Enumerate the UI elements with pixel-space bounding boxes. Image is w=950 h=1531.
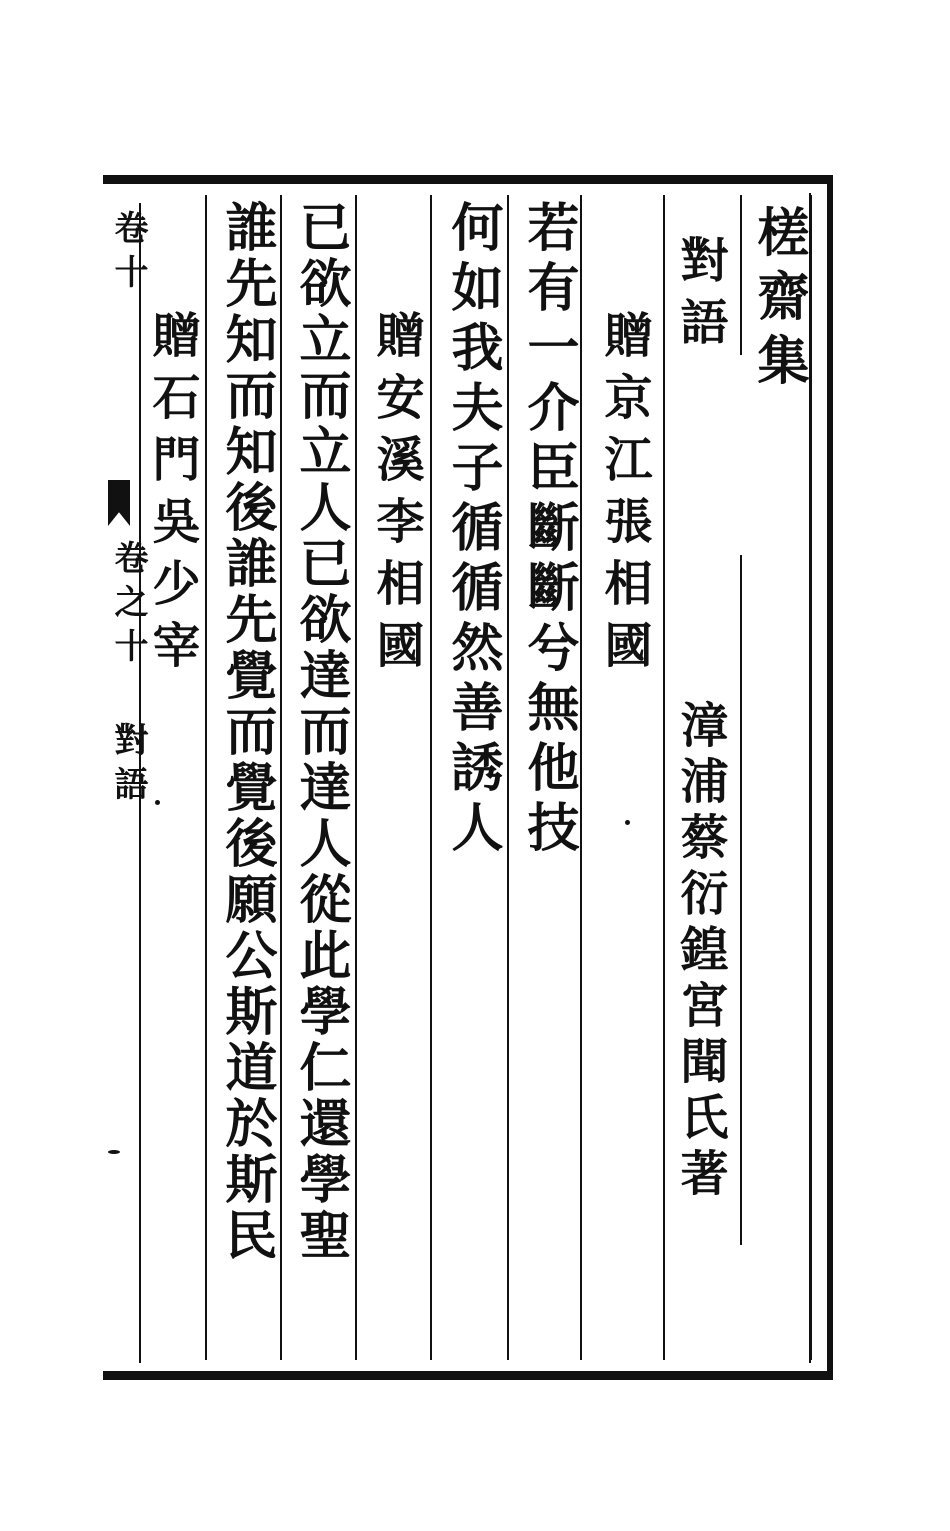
poem-heading: 贈京江張相國 xyxy=(596,310,652,682)
poem-heading: 贈石門吳少宰 xyxy=(144,310,200,682)
poem-line: 誰先知而知後誰先覺而覺後願公斯道於斯民 xyxy=(216,200,277,1264)
column-rule xyxy=(663,195,665,1360)
column-rule xyxy=(740,555,742,1245)
poem-line: 何如我夫子循循然善誘人 xyxy=(442,200,503,860)
section-title: 對語 xyxy=(672,235,728,359)
book-title: 槎齋集 xyxy=(748,205,809,397)
column-rule xyxy=(810,195,812,1360)
column-rule xyxy=(355,195,357,1360)
column-rule xyxy=(280,195,282,1360)
author-line: 漳浦蔡衍鍠宮聞氏著 xyxy=(672,700,728,1204)
poem-heading: 贈安溪李相國 xyxy=(368,310,424,682)
margin-volume-label: 卷十 xyxy=(108,210,148,298)
column-rule xyxy=(580,195,582,1360)
column-rule xyxy=(430,195,432,1360)
column-rule xyxy=(205,195,207,1360)
column-rule xyxy=(740,195,742,355)
column-rule xyxy=(507,195,509,1360)
ink-speck xyxy=(108,1150,120,1154)
poem-line: 若有一介臣斷斷兮無他技 xyxy=(518,200,579,860)
poem-line: 已欲立而立人已欲達而達人從此學仁還學聖 xyxy=(290,200,351,1264)
ink-speck xyxy=(155,800,160,805)
margin-section-label: 卷之十 對語 xyxy=(108,540,148,810)
ink-speck xyxy=(625,820,630,825)
